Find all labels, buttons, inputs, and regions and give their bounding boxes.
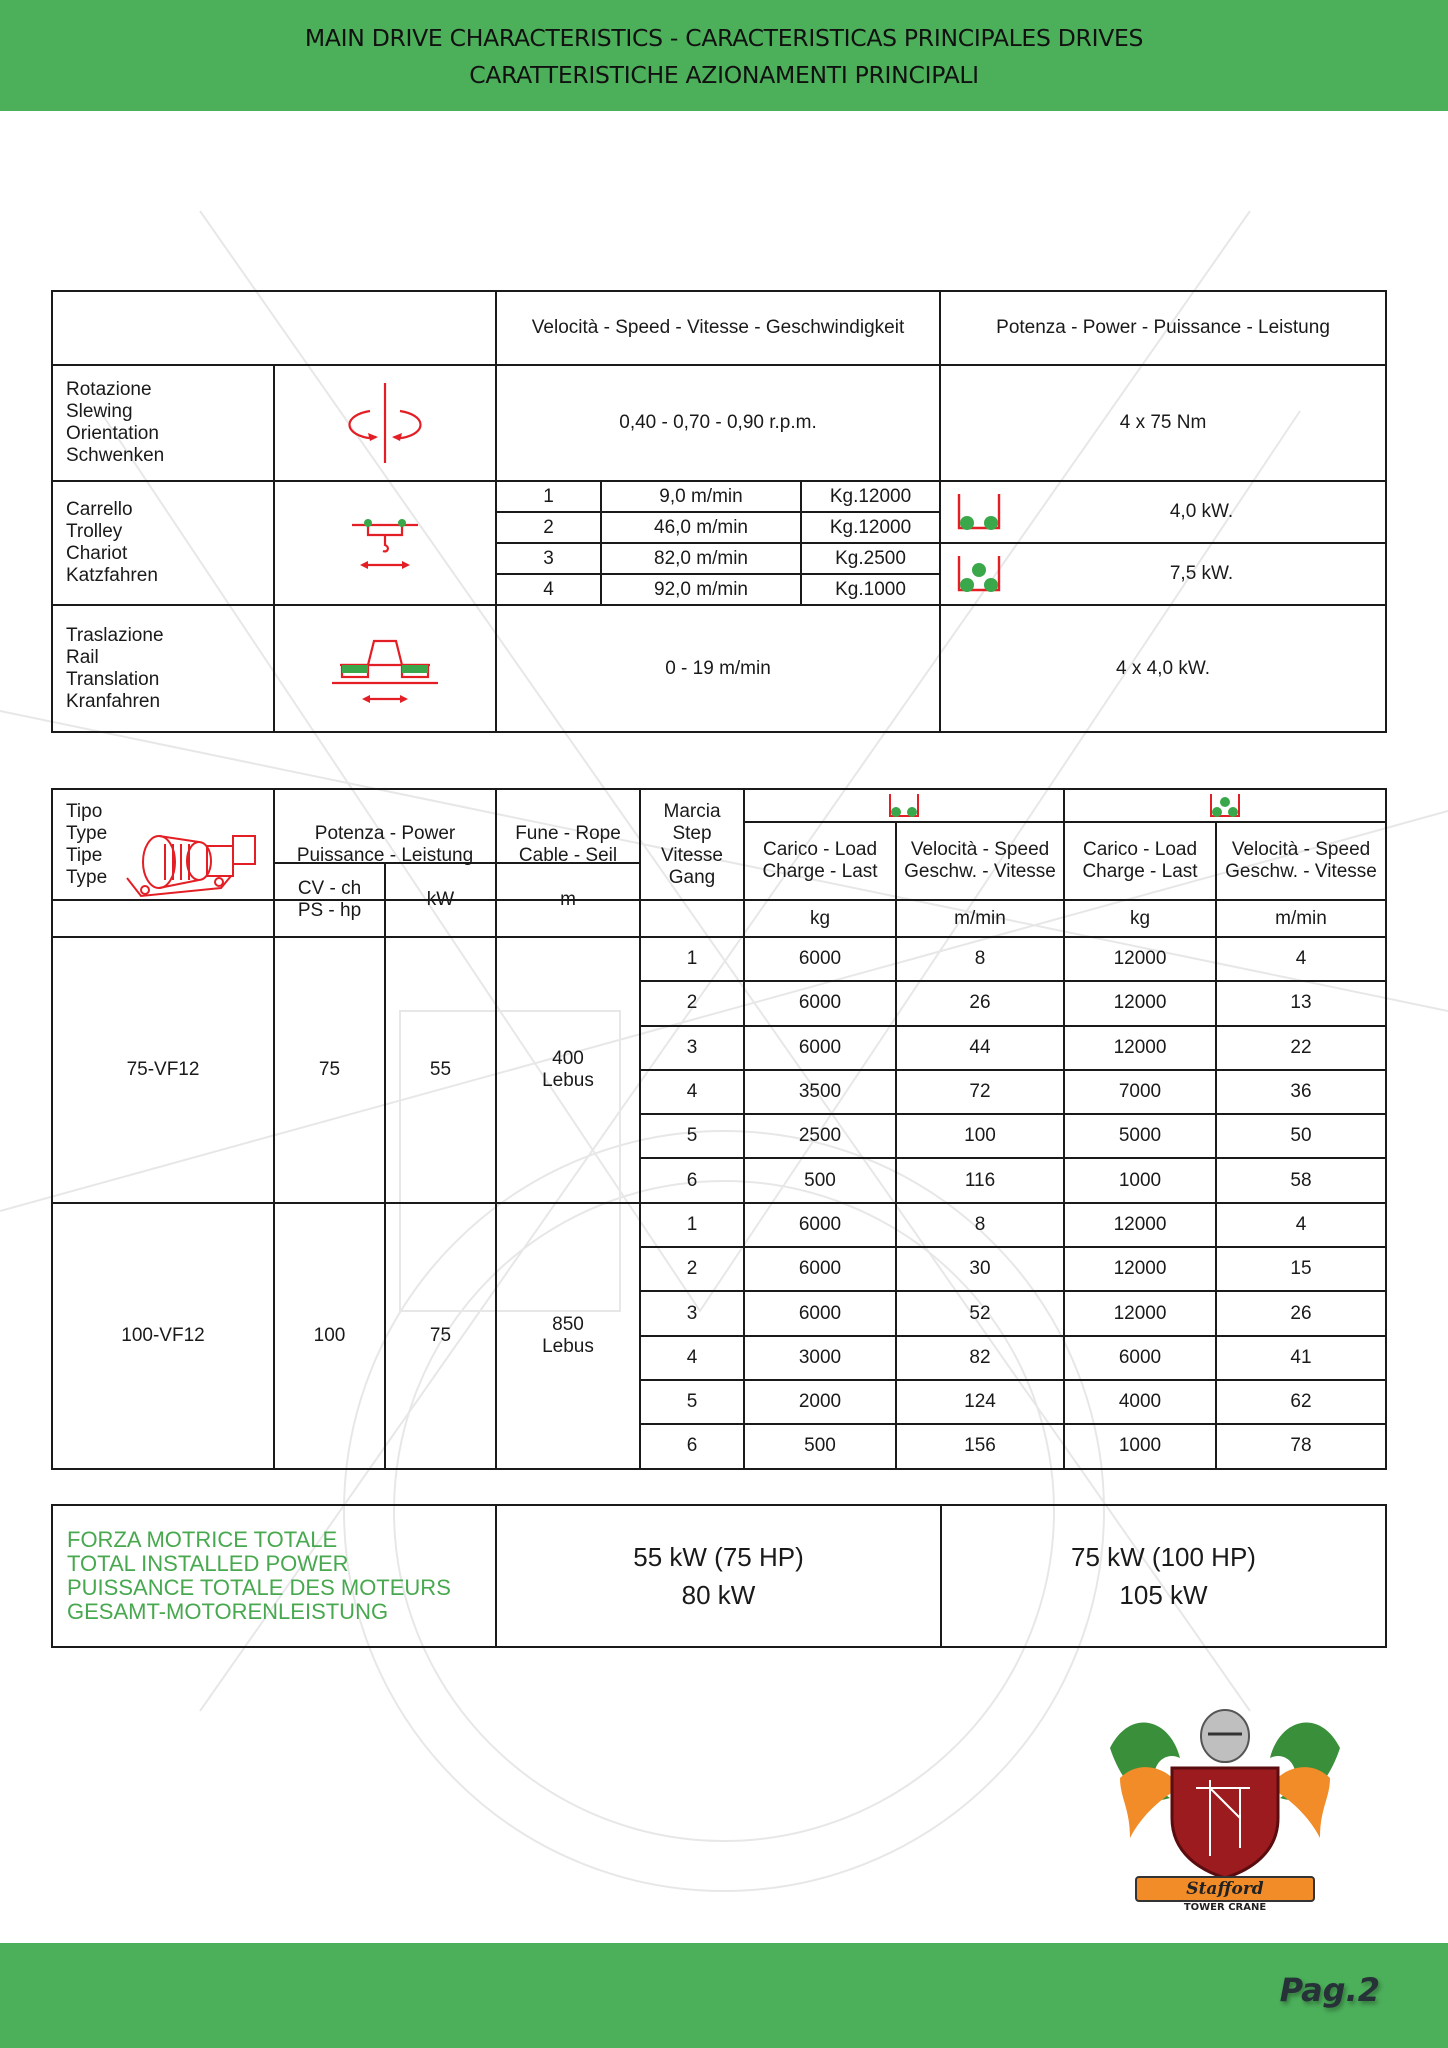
speed-2fall: 26 [896,981,1064,1025]
load-4fall: 5000 [1064,1114,1216,1158]
step-header-spacer [640,900,744,937]
model-rope: 400 Lebus [496,937,640,1203]
speed-4fall: 58 [1216,1158,1386,1202]
speed-4fall: 50 [1216,1114,1386,1158]
model-cv: 75 [274,937,385,1203]
trolley-step-2: 2 [496,512,601,543]
mmin-unit-4fall: m/min [1216,900,1386,937]
speed-4fall: 36 [1216,1070,1386,1114]
stafford-crest-logo [1100,1688,1350,1916]
travel-label: Traslazione Rail Translation Kranfahren [52,605,274,732]
model-cv: 100 [274,1203,385,1469]
drives-header-blank [52,291,496,365]
model-rope: 850 Lebus [496,1203,640,1469]
logo-banner [1135,1876,1315,1902]
load-2fall: 2000 [744,1380,896,1424]
total-power-75vf12: 55 kW (75 HP) 80 kW [496,1505,941,1647]
speed-2fall: 44 [896,1026,1064,1070]
hoist-step-row [52,937,1386,981]
load-4fall: 12000 [1064,1026,1216,1070]
speed-4fall: 15 [1216,1247,1386,1291]
trolley-speed-1: 9,0 m/min [601,481,801,512]
load-2fall: 3500 [744,1070,896,1114]
load-2fall: 6000 [744,1247,896,1291]
trolley-load-4: Kg.1000 [801,574,940,605]
hoist-data-body [52,937,1386,1469]
hoist-data-table [51,936,1387,1470]
trolley-icon [274,481,496,605]
header-title-line2: CARATTERISTICHE AZIONAMENTI PRINCIPALI [469,61,979,89]
total-power-100vf12: 75 kW (100 HP) 105 kW [941,1505,1386,1647]
speed-4fall: 41 [1216,1336,1386,1380]
logo-name: Stafford [1186,1879,1264,1899]
speed-header-spacer [1216,863,1386,900]
load-2fall: 500 [744,1158,896,1202]
load-4fall: 12000 [1064,1203,1216,1247]
speed-4fall: 78 [1216,1424,1386,1468]
hoist-units-table [51,862,1387,938]
load-header-4fall: Carico - Load Charge - Last [1064,822,1216,900]
step-number: 2 [640,1247,744,1291]
load-2fall: 6000 [744,1203,896,1247]
step-number: 5 [640,1380,744,1424]
step-number: 5 [640,1114,744,1158]
step-number: 6 [640,1158,744,1202]
cv-header: CV - ch PS - hp [274,863,385,937]
load-4fall: 6000 [1064,1336,1216,1380]
trolley-load-2: Kg.12000 [801,512,940,543]
motor-power-header: Potenza - Power Puissance - Leistung [274,789,496,900]
header-band [0,0,1448,111]
speed-2fall: 116 [896,1158,1064,1202]
speed-2fall: 156 [896,1424,1064,1468]
drives-table [51,290,1387,733]
speed-2fall: 82 [896,1336,1064,1380]
rope-header: Fune - Rope Cable - Seil [496,789,640,900]
step-number: 1 [640,1203,744,1247]
load-header-2fall: Carico - Load Charge - Last [744,822,896,900]
load-2fall: 6000 [744,981,896,1025]
trolley-power-4fall: 7,5 kW. [1018,543,1386,605]
rotation-icon [274,365,496,481]
speed-2fall: 52 [896,1291,1064,1335]
trolley-load-3: Kg.2500 [801,543,940,574]
rope-unit: m [496,863,640,937]
type-header: Tipo Type Tipe Type [52,789,274,900]
four-fall-reeving-icon [1064,789,1386,822]
trolley-step-1: 1 [496,481,601,512]
load-4fall: 4000 [1064,1380,1216,1424]
slewing-label: Rotazione Slewing Orientation Schwenken [52,365,274,481]
trolley-speed-3: 82,0 m/min [601,543,801,574]
speed-4fall: 4 [1216,937,1386,981]
trolley-load-1: Kg.12000 [801,481,940,512]
load-4fall: 12000 [1064,937,1216,981]
model-kw: 55 [385,937,496,1203]
step-number: 3 [640,1026,744,1070]
trolley-step-4: 4 [496,574,601,605]
load-2fall: 2500 [744,1114,896,1158]
load-header-spacer [744,863,896,900]
trolley-speed-2: 46,0 m/min [601,512,801,543]
model-name: 100-VF12 [52,1203,274,1469]
load-4fall: 1000 [1064,1158,1216,1202]
load-4fall: 12000 [1064,1291,1216,1335]
kg-unit-4fall: kg [1064,900,1216,937]
speed-header-2fall: Velocità - Speed Geschw. - Vitesse [896,822,1064,900]
speed-2fall: 72 [896,1070,1064,1114]
type-header-spacer [52,900,274,937]
step-number: 6 [640,1424,744,1468]
load-2fall: 6000 [744,1026,896,1070]
load-2fall: 500 [744,1424,896,1468]
step-number: 1 [640,937,744,981]
four-fall-reeving-icon [940,543,1018,605]
load-2fall: 6000 [744,937,896,981]
step-number: 4 [640,1070,744,1114]
speed-4fall: 62 [1216,1380,1386,1424]
model-name: 75-VF12 [52,937,274,1203]
total-power-label: FORZA MOTRICE TOTALE TOTAL INSTALLED POWER PUISSANCE TOTALE DES MOTEURS GESAMT-MOTORENLEISTUNG [52,1505,496,1647]
travel-carriage-icon [274,605,496,732]
step-header-spacer [640,863,744,900]
speed-header-spacer [896,863,1064,900]
step-number: 3 [640,1291,744,1335]
load-4fall: 1000 [1064,1424,1216,1468]
step-header: Marcia Step Vitesse Gang [640,789,744,900]
mmin-unit-2fall: m/min [896,900,1064,937]
hoist-step-row [52,1203,1386,1247]
drives-speed-header: Velocità - Speed - Vitesse - Geschwindigkeit [496,291,940,365]
speed-2fall: 8 [896,1203,1064,1247]
trolley-label: Carrello Trolley Chariot Katzfahren [52,481,274,605]
load-4fall: 7000 [1064,1070,1216,1114]
trolley-step-3: 3 [496,543,601,574]
header-title-line1: MAIN DRIVE CHARACTERISTICS - CARACTERISTICAS PRINCIPALES DRIVES [304,24,1144,52]
footer-band [0,1943,1448,2048]
two-fall-reeving-icon [744,789,1064,822]
slewing-speed: 0,40 - 0,70 - 0,90 r.p.m. [496,365,940,481]
step-number: 4 [640,1336,744,1380]
speed-2fall: 124 [896,1380,1064,1424]
slewing-power: 4 x 75 Nm [940,365,1386,481]
page-number: Pag.2 [1279,1971,1380,2009]
total-power-table [51,1504,1387,1648]
speed-2fall: 100 [896,1114,1064,1158]
kw-header: kW [385,863,496,937]
load-4fall: 12000 [1064,1247,1216,1291]
travel-power: 4 x 4,0 kW. [940,605,1386,732]
speed-4fall: 22 [1216,1026,1386,1070]
travel-speed: 0 - 19 m/min [496,605,940,732]
trolley-power-2fall: 4,0 kW. [1018,481,1386,543]
drives-power-header: Potenza - Power - Puissance - Leistung [940,291,1386,365]
speed-4fall: 26 [1216,1291,1386,1335]
trolley-speed-4: 92,0 m/min [601,574,801,605]
speed-4fall: 4 [1216,1203,1386,1247]
logo-subtitle: TOWER CRANE [1183,1902,1267,1913]
type-header-spacer [52,863,274,900]
speed-4fall: 13 [1216,981,1386,1025]
kg-unit-2fall: kg [744,900,896,937]
model-kw: 75 [385,1203,496,1469]
load-2fall: 3000 [744,1336,896,1380]
load-4fall: 12000 [1064,981,1216,1025]
speed-2fall: 30 [896,1247,1064,1291]
load-2fall: 6000 [744,1291,896,1335]
two-fall-reeving-icon [940,481,1018,543]
speed-2fall: 8 [896,937,1064,981]
step-number: 2 [640,981,744,1025]
speed-header-4fall: Velocità - Speed Geschw. - Vitesse [1216,822,1386,900]
load-header-spacer [1064,863,1216,900]
